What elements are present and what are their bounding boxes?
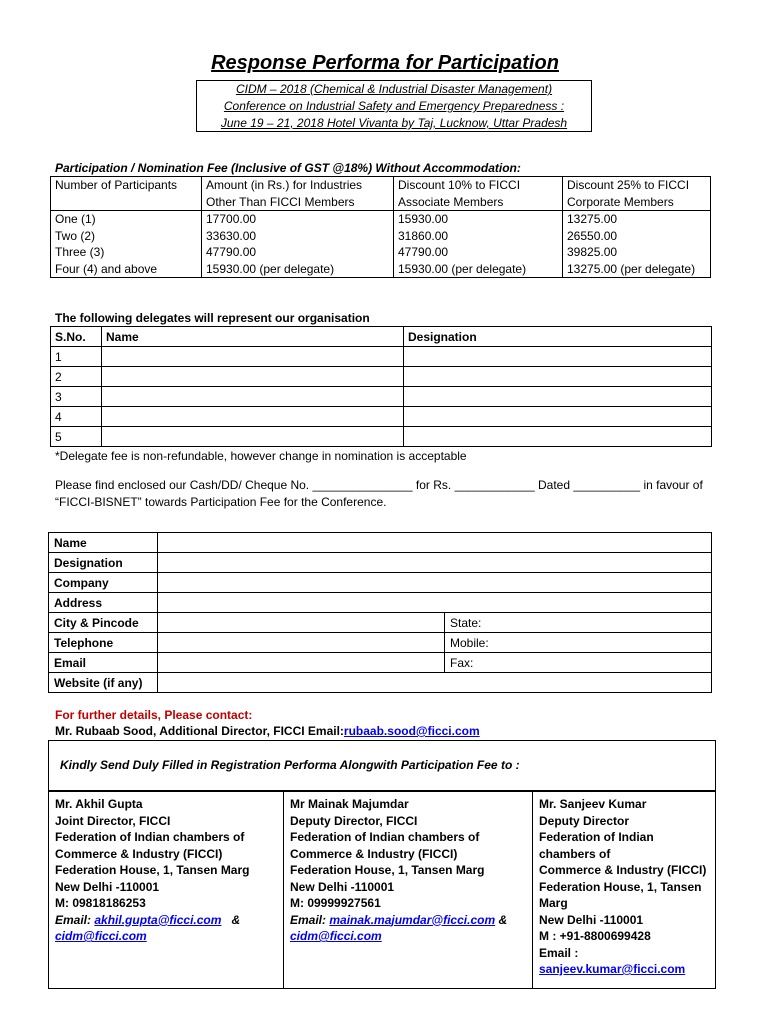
fee-heading: Participation / Nomination Fee (Inclusive of GST @18%) Without Accommodation: (55, 161, 521, 175)
ampersand: & (231, 912, 241, 927)
contact-org-line-2: Commerce & Industry (FICCI) (55, 846, 223, 861)
delegate-sno: 4 (51, 407, 102, 427)
fee-cell: Four (4) and above (51, 261, 202, 278)
fee-cell: One (1) (51, 211, 202, 228)
fee-cell: 13275.00 (per delegate) (563, 261, 711, 278)
email-field[interactable] (158, 653, 445, 673)
contact-email-line-2 (290, 928, 526, 945)
company-label: Company (49, 573, 158, 593)
name-label: Name (49, 533, 158, 553)
fee-cell: 39825.00 (563, 244, 711, 261)
contact-address: Federation House, 1, Tansen Marg (290, 863, 485, 877)
contact-phone: M: 09999927561 (290, 896, 381, 910)
delegate-row (51, 347, 712, 367)
email-label: Email: (290, 912, 327, 927)
contact-org-line-1: Federation of Indian chambers of (55, 830, 245, 844)
contact-address: Federation House, 1, Tansen Marg (539, 879, 702, 910)
delegate-sno: 2 (51, 367, 102, 387)
fee-header-corporate: Discount 25% to FICCI Corporate Members (563, 177, 711, 211)
contact-org-line-2: Commerce & Industry (FICCI) (539, 863, 707, 877)
delegates-header-designation: Designation (404, 327, 712, 347)
delegate-row (51, 427, 712, 447)
fee-cell: Two (2) (51, 228, 202, 245)
delegate-name-field[interactable] (102, 347, 404, 367)
delegates-header-row (51, 327, 712, 347)
fee-cell: 15930.00 (394, 211, 563, 228)
fee-cell: Three (3) (51, 244, 202, 261)
contact-org-line-2: Commerce & Industry (FICCI) (290, 846, 458, 861)
city-label: City & Pincode (49, 613, 158, 633)
further-details-heading: For further details, Please contact: (55, 708, 253, 722)
conference-subtitle-box (196, 80, 592, 132)
contact-email-link[interactable]: akhil.gupta@ficci.com (94, 912, 222, 927)
telephone-field[interactable] (158, 633, 445, 653)
contact-city: New Delhi -110001 (55, 879, 160, 894)
contact-email-link[interactable]: sanjeev.kumar@ficci.com (539, 962, 686, 976)
form-row-designation (49, 553, 712, 573)
delegate-name-field[interactable] (102, 407, 404, 427)
delegates-header-name: Name (102, 327, 404, 347)
contact-city: New Delhi -110001 (539, 912, 644, 927)
email-label: Email : (539, 945, 579, 960)
fee-header-participants: Number of Participants (51, 177, 202, 211)
form-row-name (49, 533, 712, 553)
contact-city: New Delhi -110001 (290, 879, 395, 894)
fee-cell: 47790.00 (394, 244, 563, 261)
fee-cell: 47790.00 (202, 244, 394, 261)
cidm-email-link[interactable]: cidm@ficci.com (290, 929, 382, 943)
fee-cell: 15930.00 (per delegate) (394, 261, 563, 278)
contact-email-line (539, 945, 709, 978)
form-row-website (49, 673, 712, 693)
contact-title: Joint Director, FICCI (55, 813, 171, 828)
telephone-label: Telephone (49, 633, 158, 653)
contact-phone: M : +91-8800699428 (539, 929, 651, 943)
delegates-table (50, 326, 712, 447)
city-field[interactable] (158, 613, 445, 633)
fee-row (51, 261, 711, 278)
send-note: Kindly Send Duly Filled in Registration Performa Alongwith Participation Fee to : (60, 758, 520, 772)
designation-field[interactable] (158, 553, 712, 573)
contact-email-link[interactable]: rubaab.sood@ficci.com (343, 724, 480, 738)
cidm-email-link[interactable]: cidm@ficci.com (55, 929, 147, 943)
contact-person: Mr. Rubaab Sood, Additional Director, FICCI Email: (55, 724, 344, 738)
contact-info-form (48, 532, 712, 693)
contact-org-line-1: Federation of Indian chambers of (539, 830, 654, 861)
delegate-row (51, 387, 712, 407)
contact-card (533, 791, 716, 989)
fee-cell: 15930.00 (per delegate) (202, 261, 394, 278)
website-label: Website (if any) (49, 673, 158, 693)
contact-name: Mr. Sanjeev Kumar (539, 797, 647, 811)
fee-table (50, 176, 711, 278)
fee-header-associate: Discount 10% to FICCI Associate Members (394, 177, 563, 211)
delegate-sno: 1 (51, 347, 102, 367)
form-row-address (49, 593, 712, 613)
contact-title: Deputy Director (539, 813, 630, 828)
designation-label: Designation (49, 553, 158, 573)
delegate-sno: 3 (51, 387, 102, 407)
fee-header-row (51, 177, 711, 211)
delegate-sno: 5 (51, 427, 102, 447)
fee-row (51, 244, 711, 261)
form-row-city (49, 613, 712, 633)
form-row-company (49, 573, 712, 593)
payment-paragraph: Please find enclosed our Cash/DD/ Cheque No. _______________ for Rs. ____________ Dated __________ in favour of “FICCI-BISNET” towards Participation Fee for the Conference. (55, 478, 703, 509)
contact-org-line-1: Federation of Indian chambers of (290, 830, 480, 844)
name-field[interactable] (158, 533, 712, 553)
contact-phone: M: 09818186253 (55, 896, 146, 910)
delegate-row (51, 407, 712, 427)
fee-cell: 33630.00 (202, 228, 394, 245)
delegate-designation-field[interactable] (404, 347, 712, 367)
contact-email-line (290, 912, 526, 929)
contact-address: Federation House, 1, Tansen Marg (55, 863, 250, 877)
state-field[interactable]: State: (445, 613, 712, 633)
form-row-email (49, 653, 712, 673)
contacts-table (48, 790, 716, 989)
fee-row (51, 211, 711, 228)
delegate-name-field[interactable] (102, 367, 404, 387)
contact-title: Deputy Director, FICCI (290, 813, 418, 828)
delegate-designation-field[interactable] (404, 387, 712, 407)
contacts-row (49, 791, 716, 989)
form-row-telephone (49, 633, 712, 653)
email-label: Email: (55, 912, 92, 927)
mobile-field[interactable]: Mobile: (445, 633, 712, 653)
contact-name: Mr Mainak Majumdar (290, 797, 409, 811)
delegates-header-sno: S.No. (51, 327, 102, 347)
address-label: Address (49, 593, 158, 613)
delegate-name-field[interactable] (102, 427, 404, 447)
fee-row (51, 228, 711, 245)
contact-card (49, 791, 284, 989)
contact-person-line (55, 724, 480, 738)
website-field[interactable] (158, 673, 712, 693)
fee-cell: 17700.00 (202, 211, 394, 228)
ampersand: & (498, 912, 508, 927)
fee-cell: 31860.00 (394, 228, 563, 245)
contact-email-line-2 (55, 928, 277, 945)
subtitle-line-1: CIDM – 2018 (Chemical & Industrial Disaster Management) (235, 82, 553, 96)
address-field[interactable] (158, 593, 712, 613)
fee-cell: 26550.00 (563, 228, 711, 245)
fee-header-industries: Amount (in Rs.) for Industries Other Than FICCI Members (202, 177, 394, 211)
delegate-designation-field[interactable] (404, 367, 712, 387)
contact-card (284, 791, 533, 989)
fax-field[interactable]: Fax: (445, 653, 712, 673)
page-title: Response Performa for Participation (211, 52, 559, 74)
delegate-designation-field[interactable] (404, 407, 712, 427)
delegate-designation-field[interactable] (404, 427, 712, 447)
subtitle-line-2: Conference on Industrial Safety and Emergency Preparedness : (223, 99, 565, 113)
contact-name: Mr. Akhil Gupta (55, 797, 143, 811)
company-field[interactable] (158, 573, 712, 593)
contact-email-line (55, 912, 277, 929)
contact-email-link[interactable]: mainak.majumdar@ficci.com (329, 912, 496, 927)
delegate-fee-note: *Delegate fee is non-refundable, however change in nomination is acceptable (55, 449, 467, 463)
delegate-name-field[interactable] (102, 387, 404, 407)
delegates-heading: The following delegates will represent our organisation (55, 311, 370, 325)
fee-cell: 13275.00 (563, 211, 711, 228)
subtitle-line-3: June 19 – 21, 2018 Hotel Vivanta by Taj, Lucknow, Uttar Pradesh (220, 116, 568, 130)
email-label: Email (49, 653, 158, 673)
delegate-row (51, 367, 712, 387)
